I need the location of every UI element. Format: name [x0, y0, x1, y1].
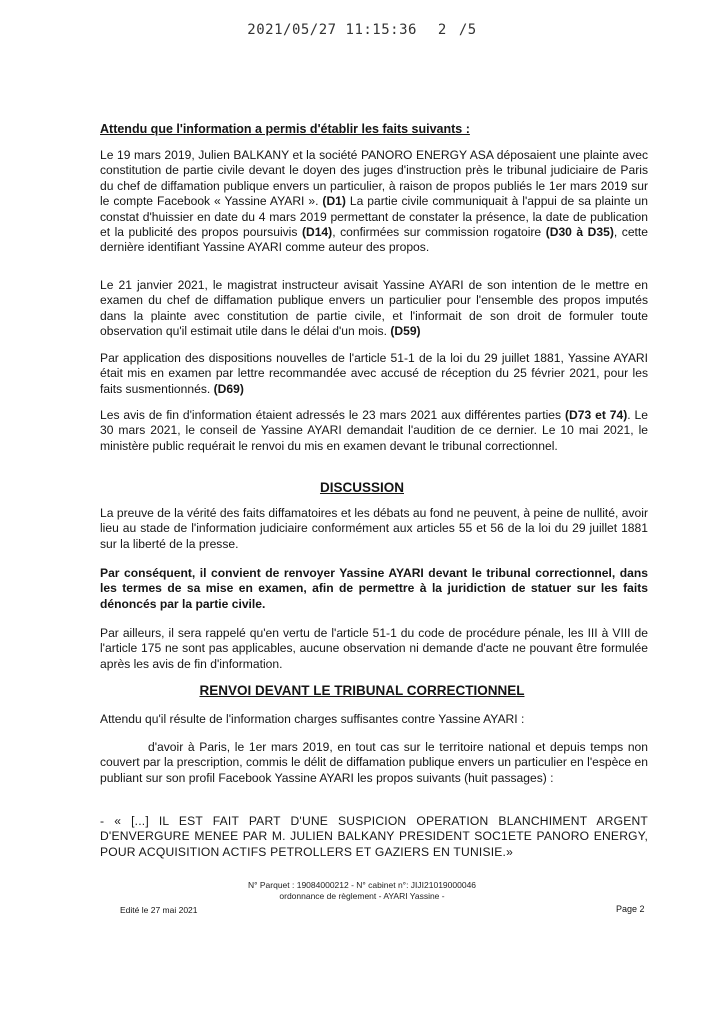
- footer-references: [0, 880, 724, 902]
- fax-datetime: 2021/05/27 11:15:36: [247, 22, 417, 38]
- quoted-passage: - « [...] IL EST FAIT PART D'UNE SUSPICION OPERATION BLANCHIMENT ARGENT D'ENVERGURE MENEE PAR M. JULIEN BALKANY PRESIDENT SOC1ETE PANORO ENERGY, POUR ACQUISITION ACTIFS PETROLLERS ET GAZIERS EN TUNISIE.»: [100, 814, 648, 859]
- cote-d69: (D69): [213, 381, 244, 396]
- paragraph-charges: Attendu qu'il résulte de l'information charges suffisantes contre Yassine AYARI :: [100, 712, 525, 726]
- paragraph-article-51-1: Par ailleurs, il sera rappelé qu'en vertu de l'article 51-1 du code de procédure pénale, les III à VIII de l'article 175 ne sont pas applicables, aucune observation ni demande d'acte ne pouvant être formulée après les avis de fin d'information.: [100, 626, 648, 671]
- fax-page-number: 2: [437, 22, 447, 38]
- paragraph-facts-plainte: Le 19 mars 2019, Julien BALKANY et la société PANORO ENERGY ASA déposaient une plainte avec constitution de partie civile devant le doyen des juges d'instruction près le tribunal judiciaire de Paris du chef de diffamation publique envers un particulier, à raison de propos publiés le 1er mars 2019 sur le compte Facebook « Yassine AYARI ». (D1) La partie civile communiquait à l'appui de sa plainte un constat d'huissier en date du 4 mars 2019 permettant de constater la présence, la date de publication et la publicité des propos poursuivis (D14), confirmées sur commission rogatoire (D30 à D35), cette dernière identifiant Yassine AYARI comme auteur des propos.: [100, 148, 648, 255]
- cote-d73-74: (D73 et 74): [564, 408, 628, 422]
- fax-page-total: /5: [458, 22, 477, 38]
- paragraph-conclusion-renvoi: Par conséquent, il convient de renvoyer Yassine AYARI devant le tribunal correctionnel, dans les termes de sa mise en examen, afin de permettre à la juridiction de statuer sur les faits dénoncés par la partie civile.: [100, 566, 648, 611]
- footer-edited-date: Edité le 27 mai 2021: [120, 905, 198, 915]
- footer-parquet-line: N° Parquet : 19084000212 - N° cabinet n°: JIJI21019000046: [247, 880, 477, 890]
- cote-d14: (D14): [301, 225, 333, 240]
- intro-heading: Attendu que l'information a permis d'établir les faits suivants :: [100, 122, 470, 136]
- discussion-title: DISCUSSION: [319, 480, 404, 495]
- paragraph-avis-mise-en-examen: Le 21 janvier 2021, le magistrat instructeur avisait Yassine AYARI de son intention de le mettre en examen du chef de diffamation publique envers un particulier pour l'ensemble des propos imputés dans la plainte avec constitution de partie civile, et l'informait de son droit de formuler toute observation qu'il estimait utile dans le délai d'un mois. (D59): [100, 278, 648, 339]
- fax-header: [0, 22, 724, 38]
- cote-d59: (D59): [390, 324, 421, 339]
- paragraph-preuve-verite: La preuve de la vérité des faits diffamatoires et les débats au fond ne peuvent, à peine de nullité, avoir lieu au stade de l'information judiciaire conformément aux articles 55 et 56 de la loi du 29 juillet 1881 sur la liberté de la presse.: [100, 506, 648, 551]
- paragraph-prevention: d'avoir à Paris, le 1er mars 2019, en tout cas sur le territoire national et depuis temps non couvert par la prescription, commis le délit de diffamation publique envers un particulier en l'espèce en publiant sur son profil Facebook Yassine AYARI les propos suivants (huit passages) :: [100, 740, 648, 785]
- footer-page-number: Page 2: [616, 904, 645, 914]
- cote-d1: (D1): [322, 194, 346, 209]
- paragraph-mise-en-examen: Par application des dispositions nouvelles de l'article 51-1 de la loi du 29 juillet 1881, Yassine AYARI était mis en examen par lettre recommandée avec accusé de réception du 25 février 2021, pour les faits susmentionnés. (D69): [100, 351, 648, 396]
- renvoi-title: RENVOI DEVANT LE TRIBUNAL CORRECTIONNEL: [199, 683, 525, 698]
- footer-ordonnance-line: ordonnance de règlement - AYARI Yassine -: [279, 891, 445, 901]
- cote-d30-d35: (D30 à D35): [545, 225, 614, 240]
- paragraph-avis-fin-information: Les avis de fin d'information étaient adressés le 23 mars 2021 aux différentes parties (D73 et 74). Le 30 mars 2021, le conseil de Yassine AYARI demandait l'audition de ce dernier. Le 10 mai 2021, le ministère public requérait le renvoi du mis en examen devant le tribunal correctionnel.: [100, 408, 648, 453]
